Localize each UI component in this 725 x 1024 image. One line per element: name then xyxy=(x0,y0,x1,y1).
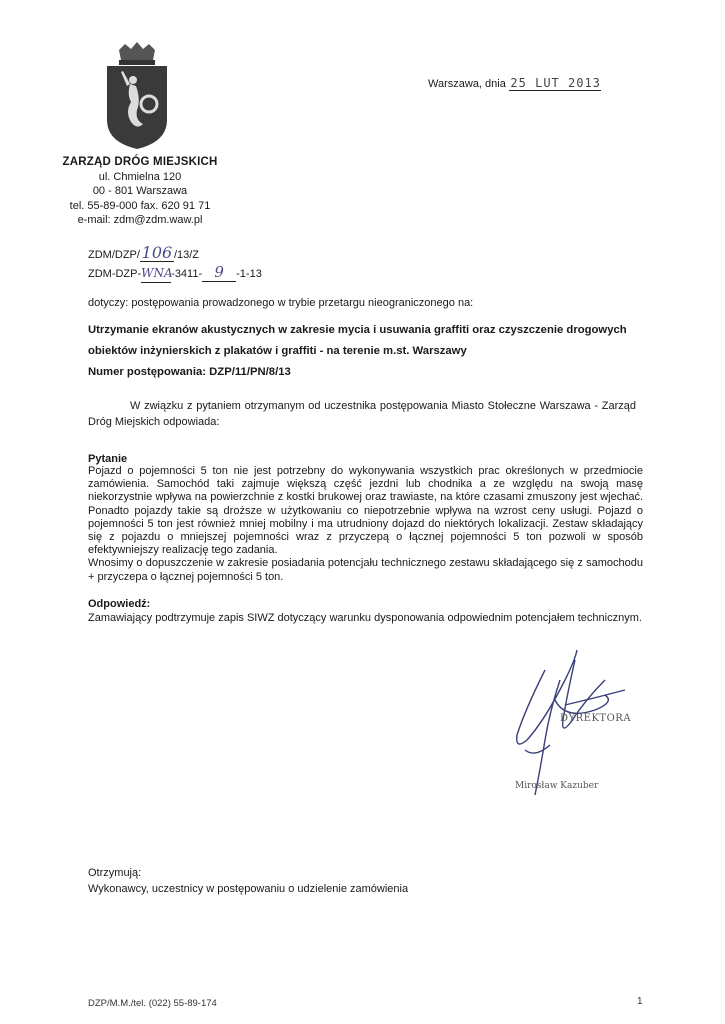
question-paragraph-1: Pojazd o pojemności 5 ton nie jest potrzebny do wykonywania wszystkich prac określonych w przedmiocie zamówienia. Samochód taki zajmuje większą część jezdni lub chodnika a ze względu na swoją masę niekorzystnie wpływa na powierzchnie z kostki brukowej oraz trawiaste, na które czasami zmuszony jest wjechać. Ponadto pojazdy takie są droższe w użytkowaniu co niepotrzebnie wpływa na wzrost ceny usługi. Pojazd o pojemności 5 ton jest również mniej mobilny i ma utrudniony dojazd do niektórych lokalizacji. Zestaw składający się z pojazdu o mniejszej pojemności wraz z przyczepą o łącznej pojemności 5 ton pozwoli w sposób efektywniejszy realizację tego zadania. xyxy=(88,465,643,557)
subject-line-1: Utrzymanie ekranów akustycznych w zakresie mycia i usuwania graffiti oraz czyszczenie drogowych xyxy=(88,324,627,336)
answer-heading: Odpowiedź: xyxy=(88,598,151,610)
ref2-mid: -3411- xyxy=(171,268,203,280)
signature-title: DYREKTORA xyxy=(560,713,632,724)
ref-line-2 xyxy=(88,264,262,283)
org-header xyxy=(60,155,220,228)
answer-body: Zamawiający podtrzymuje zapis SIWZ dotyczący warunku dysponowania odpowiednim potencjałem technicznym. xyxy=(88,612,642,624)
ref2-prefix: ZDM-DZP- xyxy=(88,268,142,280)
email: e-mail: zdm@zdm.waw.pl xyxy=(77,214,203,226)
reference-numbers xyxy=(88,244,262,283)
recipients xyxy=(88,865,408,897)
ref-line-1 xyxy=(88,244,262,264)
warsaw-crest-icon xyxy=(103,42,171,150)
subject-line-2: obiektów inżynierskich z plakatów i graffiti - na terenie m.st. Warszawy xyxy=(88,345,467,357)
question-paragraph-2: Wnosimy o dopuszczenie w zakresie posiadania potencjału technicznego zestawu składającego się z samochodu + przyczepa o łącznej pojemności 5 ton. xyxy=(88,557,643,583)
signature-name: Mirosław Kazuber xyxy=(515,781,599,791)
question-heading: Pytanie xyxy=(88,453,128,465)
subject-block xyxy=(88,320,648,383)
phone-fax: tel. 55-89-000 fax. 620 91 71 xyxy=(69,199,211,212)
ref1-prefix: ZDM/DZP/ xyxy=(88,249,140,261)
intro-paragraph: W związku z pytaniem otrzymanym od uczestnika postępowania Miasto Stołeczne Warszawa - Zarząd Dróg Miejskich odpowiada: xyxy=(88,400,636,428)
address-street: ul. Chmielna 120 xyxy=(98,170,182,183)
page-number: 1 xyxy=(637,996,643,1007)
dotyczy-line: dotyczy: postępowania prowadzonego w trybie przetargu nieograniczonego na: xyxy=(88,297,474,309)
address-city: 00 - 801 Warszawa xyxy=(92,185,188,197)
ref1-suffix: /13/Z xyxy=(173,249,200,261)
recipients-text: Wykonawcy, uczestnicy w postępowaniu o udzielenie zamówienia xyxy=(88,883,409,895)
dateline xyxy=(428,76,601,91)
recipients-label: Otrzymują: xyxy=(88,867,142,879)
ref2-handwritten: WNA xyxy=(141,265,171,283)
org-name: ZARZĄD DRÓG MIEJSKICH xyxy=(62,156,218,168)
ref1-handwritten: 106 xyxy=(141,243,173,262)
dateline-label: Warszawa, dnia xyxy=(428,78,506,90)
footer-reference: DZP/M.M./tel. (022) 55-89-174 xyxy=(88,998,217,1009)
question-body xyxy=(88,465,643,584)
ref2-suffix: -1-13 xyxy=(236,268,262,280)
date-stamp: 25 LUT 2013 xyxy=(510,76,601,90)
case-number: Numer postępowania: DZP/11/PN/8/13 xyxy=(88,366,291,378)
ref2-handwritten-2: 9 xyxy=(202,264,236,282)
